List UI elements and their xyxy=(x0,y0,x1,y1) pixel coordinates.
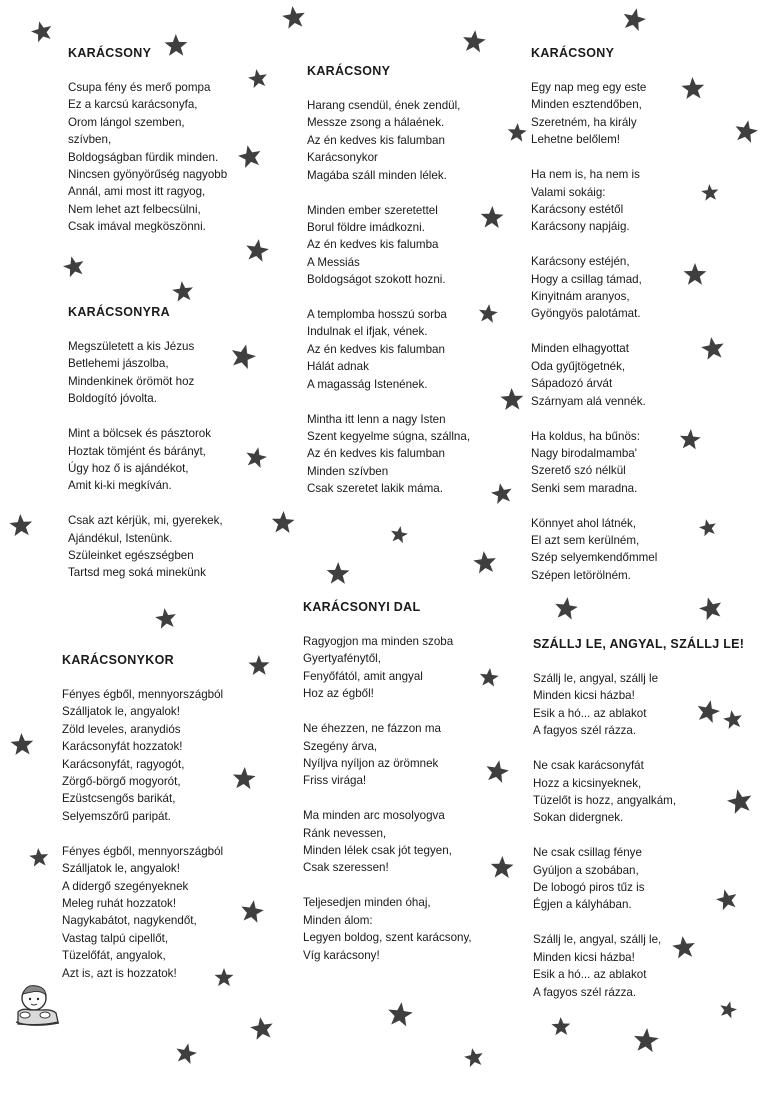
poem-line: Boldogságot szokott hozni. xyxy=(307,273,446,287)
poem-line: Csupa fény és merő pompa xyxy=(68,81,211,94)
poem-line: Boldogító jóvolta. xyxy=(68,392,157,406)
star-icon xyxy=(171,280,194,302)
star-icon xyxy=(29,847,50,867)
poem-line: Szárnyam alá vennék. xyxy=(531,394,646,408)
poem-line: Amit ki-ki megkíván. xyxy=(68,479,172,493)
poem-line: Zöld leveles, aranydiós xyxy=(62,722,181,736)
poem-line: Hoztak tömjént és bárányt, xyxy=(68,444,206,458)
poem-line: Hozz a kicsinyeknek, xyxy=(533,776,642,790)
poem-title: KARÁCSONYKOR xyxy=(62,653,174,667)
poem-line: Minden álom: xyxy=(303,913,373,927)
poem-line: Szüleinket egészségben xyxy=(68,549,194,563)
poem-line: Szálljatok le, angyalok! xyxy=(62,705,180,719)
poem-line: Gyúljon a szobában, xyxy=(533,863,639,877)
poem-line: Karácsonykor xyxy=(307,151,378,165)
poem-line: Kinyitnám aranyos, xyxy=(531,290,630,304)
poem-line: Az én kedves kis falumban xyxy=(307,447,445,461)
star-icon xyxy=(232,766,256,789)
poem-line: Messze zsong a hálaének. xyxy=(307,116,445,130)
poem-line: Fényes égből, mennyországból xyxy=(62,688,224,701)
star-icon xyxy=(490,856,514,878)
star-icon xyxy=(490,481,514,505)
poem-line: Nem lehet azt felbecsülni, xyxy=(68,202,201,216)
poem-line: Mint a bölcsek és pásztorok xyxy=(68,427,212,441)
star-icon xyxy=(386,1001,413,1027)
poem-line: Ezüstcsengős barikát, xyxy=(62,792,176,806)
star-icon xyxy=(507,122,527,141)
poem-line: Legyen boldog, szent karácsony, xyxy=(303,931,472,945)
stanza xyxy=(303,633,472,703)
poem-line: Ne csak csillag fénye xyxy=(533,846,642,860)
poem-line: Friss virága! xyxy=(303,774,367,788)
poem-line: Az én kedves kis falumba xyxy=(307,238,439,252)
poem-title: KARÁCSONY xyxy=(531,46,615,60)
star-icon xyxy=(228,341,258,370)
poem-line: Hoz az égből! xyxy=(303,687,374,701)
star-icon xyxy=(633,1027,660,1053)
poem-line: Csak szeressen! xyxy=(303,861,389,875)
poem-title: KARÁCSONYI DAL xyxy=(303,600,421,614)
star-icon xyxy=(244,237,270,262)
stanza xyxy=(68,512,223,582)
poem-line: Esik a hó... az ablakot xyxy=(533,968,647,982)
poem-line: Vastag talpú cipellőt, xyxy=(62,931,169,945)
star-icon xyxy=(10,732,34,755)
poem-line: Lehetne belőlem! xyxy=(531,133,620,147)
stanza xyxy=(68,338,223,408)
poem-line: De lobogó piros tűz is xyxy=(533,881,645,895)
star-icon xyxy=(247,68,269,89)
poem-line: Sápadozó árvát xyxy=(531,377,613,391)
star-icon xyxy=(281,5,307,30)
poem-line: Úgy hoz ő is ajándékot, xyxy=(68,461,189,475)
poem-line: Szerető szó nélkül xyxy=(531,464,626,478)
poem-karacsony-1 xyxy=(68,46,227,236)
star-icon xyxy=(733,118,760,144)
star-icon xyxy=(244,445,269,469)
poem-line: Azt is, azt is hozzatok! xyxy=(62,966,177,980)
star-icon xyxy=(249,1015,275,1040)
star-icon xyxy=(236,143,263,169)
poem-line: A fagyos szél rázza. xyxy=(533,985,637,999)
poem-line: Mintha itt lenn a nagy Isten xyxy=(307,412,446,426)
poem-line: Oda gyűjtögetnék, xyxy=(531,359,626,373)
poem-line: Csak azt kérjük, mi, gyerekek, xyxy=(68,514,223,528)
poem-line: Egy nap meg egy este xyxy=(531,81,647,94)
poem-line: Könnyet ahol látnék, xyxy=(531,516,637,530)
poem-line: Nagykabátot, nagykendőt, xyxy=(62,914,197,928)
star-icon xyxy=(271,510,295,533)
star-icon xyxy=(462,29,487,53)
stanza xyxy=(68,79,227,236)
poem-line: szívben, xyxy=(68,133,112,147)
poem-karacsonyra xyxy=(68,305,223,582)
poem-line: Nagy birodalmamba' xyxy=(531,446,637,460)
stanza xyxy=(531,340,657,410)
poem-line: Karácsony estétől xyxy=(531,202,624,216)
star-icon xyxy=(698,517,718,537)
star-icon xyxy=(463,1046,485,1067)
poem-line: Szent kegyelme súgna, szállna, xyxy=(307,430,471,443)
poem-line: Az én kedves kis falumban xyxy=(307,342,445,356)
poem-line: Gyertyafénytől, xyxy=(303,652,381,666)
star-icon xyxy=(553,596,579,621)
star-icon xyxy=(484,758,511,784)
poem-line: Nincsen gyönyörűség nagyobb xyxy=(68,168,228,182)
star-icon xyxy=(700,335,726,360)
poem-line: Ne csak karácsonyfát xyxy=(533,759,644,773)
poem-title: KARÁCSONY xyxy=(307,64,391,78)
poem-line: Meleg ruhát hozzatok! xyxy=(62,896,177,910)
poem-line: Szegény árva, xyxy=(303,739,378,753)
stanza xyxy=(62,843,223,982)
poem-line: Az én kedves kis falumban xyxy=(307,133,445,147)
star-icon xyxy=(479,667,500,687)
poem-line: Karácsony estéjén, xyxy=(531,255,630,269)
poem-body xyxy=(68,338,223,582)
stanza xyxy=(533,757,744,827)
poem-line: A didergő szegényeknek xyxy=(62,879,189,893)
poem-line: Minden kicsi házba! xyxy=(533,950,635,964)
star-icon xyxy=(248,655,269,675)
poem-line: Szálljatok le, angyalok! xyxy=(62,862,180,876)
poem-karacsony-2 xyxy=(307,64,470,498)
stanza xyxy=(307,411,470,498)
star-icon xyxy=(500,388,524,410)
star-icon xyxy=(701,183,720,201)
poem-line: Indulnak el ifjak, vének. xyxy=(307,325,428,339)
poem-line: A templomba hosszú sorba xyxy=(307,308,447,322)
stanza xyxy=(531,79,657,149)
poem-line: Magába száll minden lélek. xyxy=(307,168,447,182)
poem-line: Karácsonyfát, ragyogót, xyxy=(62,757,185,771)
poem-line: Ránk nevessen, xyxy=(303,826,387,840)
star-icon xyxy=(718,999,739,1019)
star-icon xyxy=(29,19,54,44)
star-icon xyxy=(239,898,265,923)
star-icon xyxy=(684,263,707,285)
poem-szallj-le-angyal xyxy=(533,637,744,1001)
poem-line: Szállj le, angyal, szállj le xyxy=(533,672,659,685)
poem-body xyxy=(533,670,744,1001)
poem-line: Minden kicsi házba! xyxy=(533,689,635,703)
poem-line: Minden esztendőben, xyxy=(531,98,642,112)
star-icon xyxy=(326,562,349,584)
stanza xyxy=(531,515,657,585)
poem-line: Megszületett a kis Jézus xyxy=(68,340,195,353)
child-illustration xyxy=(12,982,62,1028)
poem-line: Szeretném, ha király xyxy=(531,115,637,129)
poem-line: Betlehemi jászolba, xyxy=(68,357,169,371)
poem-karacsonyi-dal xyxy=(303,600,472,964)
poem-body xyxy=(307,97,470,498)
poem-title: KARÁCSONYRA xyxy=(68,305,170,319)
poem-line: Karácsonyfát hozzatok! xyxy=(62,740,183,754)
poem-line: Sokan didergnek. xyxy=(533,811,624,825)
poem-line: Teljesedjen minden óhaj, xyxy=(303,896,431,910)
poem-line: Gyöngyös palotámat. xyxy=(531,307,641,321)
poem-karacsony-3 xyxy=(531,46,657,584)
stanza xyxy=(307,306,470,393)
poem-line: Borul földre imádkozni. xyxy=(307,220,425,234)
poem-line: Minden szívben xyxy=(307,464,389,478)
poem-line: Senki sem maradna. xyxy=(531,481,638,495)
stanza xyxy=(307,202,470,289)
poem-line: Csak imával megköszönni. xyxy=(68,220,206,234)
poem-karacsonykor xyxy=(62,653,223,982)
poem-line: Zörgő-börgő mogyorót, xyxy=(62,775,181,789)
poem-line: Égjen a kályhában. xyxy=(533,898,632,912)
poem-line: Selyemszőrű paripát. xyxy=(62,809,171,823)
poem-line: Ragyogjon ma minden szoba xyxy=(303,635,454,648)
poem-line: A magasság Istenének. xyxy=(307,377,428,391)
poem-line: Mindenkinek örömöt hoz xyxy=(68,374,195,388)
star-icon xyxy=(480,206,504,228)
poem-line: Tüzelőfát, angyalok, xyxy=(62,949,166,963)
poem-line: A fagyos szél rázza. xyxy=(533,724,637,738)
poem-line: Boldogságban fürdik minden. xyxy=(68,150,219,164)
stanza xyxy=(303,720,472,790)
poem-title: SZÁLLJ LE, ANGYAL, SZÁLLJ LE! xyxy=(533,637,745,651)
poem-line: El azt sem kerülném, xyxy=(531,534,640,548)
poem-line: Csak szeretet lakik máma. xyxy=(307,482,443,496)
poem-line: Ajándékul, Istenünk. xyxy=(68,531,173,545)
poem-line: Karácsony napjáig. xyxy=(531,220,630,234)
poem-line: Minden ember szeretettel xyxy=(307,203,438,217)
poem-line: Esik a hó... az ablakot xyxy=(533,706,647,720)
poem-line: Szállj le, angyal, szállj le, xyxy=(533,933,662,947)
poem-line: Tartsd meg soká minekünk xyxy=(68,566,206,580)
poem-line: Szépen letörölném. xyxy=(531,568,631,582)
poem-line: Ha koldus, ha bűnös: xyxy=(531,429,640,443)
stanza xyxy=(531,253,657,323)
poem-line: Ne éhezzen, ne fázzon ma xyxy=(303,722,441,736)
star-icon xyxy=(61,254,86,278)
stanza xyxy=(303,807,472,877)
poem-line: Minden lélek csak jót tegyen, xyxy=(303,844,452,858)
poem-line: Orom lángol szemben, xyxy=(68,115,185,129)
star-icon xyxy=(389,525,409,544)
stanza xyxy=(533,844,744,914)
star-icon xyxy=(174,1041,199,1065)
stanza xyxy=(533,931,744,1001)
poem-line: Annál, ami most itt ragyog, xyxy=(68,185,206,199)
poem-body xyxy=(531,79,657,584)
poem-line: Hálát adnak xyxy=(307,360,369,374)
poem-line: Víg karácsony! xyxy=(303,948,380,962)
poem-line: Minden elhagyottat xyxy=(531,342,629,356)
poem-line: Hogy a csillag támad, xyxy=(531,272,642,286)
poem-line: Tüzelőt is hozz, angyalkám, xyxy=(533,793,677,807)
poem-line: Harang csendül, ének zendül, xyxy=(307,99,461,112)
star-icon xyxy=(9,513,33,536)
stanza xyxy=(531,428,657,498)
star-icon xyxy=(697,594,725,621)
poem-body xyxy=(62,686,223,982)
poem-line: Szép selyemkendőmmel xyxy=(531,551,658,565)
star-icon xyxy=(681,76,705,99)
poem-line: Ez a karcsú karácsonyfa, xyxy=(68,98,198,112)
star-icon xyxy=(679,428,702,450)
poem-line: A Messiás xyxy=(307,255,360,269)
stanza xyxy=(307,97,470,184)
stanza xyxy=(531,166,657,236)
poem-line: Fenyőfától, amit angyal xyxy=(303,669,423,683)
star-icon xyxy=(154,607,178,630)
poem-title: KARÁCSONY xyxy=(68,46,152,60)
stanza xyxy=(533,670,744,740)
stanza xyxy=(68,425,223,495)
star-icon xyxy=(551,1017,571,1036)
poem-line: Ha nem is, ha nem is xyxy=(531,168,640,182)
poem-body xyxy=(68,79,227,236)
star-icon xyxy=(621,6,648,32)
stanza xyxy=(303,894,472,964)
star-icon xyxy=(478,303,499,323)
poem-body xyxy=(303,633,472,964)
star-icon xyxy=(472,550,497,574)
poem-line: Nyíljva nyíljon az örömnek xyxy=(303,756,439,770)
poem-line: Valami sokáig: xyxy=(531,185,606,199)
poem-line: Fényes égből, mennyországból xyxy=(62,844,224,858)
poem-line: Ma minden arc mosolyogva xyxy=(303,809,445,823)
stanza xyxy=(62,686,223,825)
